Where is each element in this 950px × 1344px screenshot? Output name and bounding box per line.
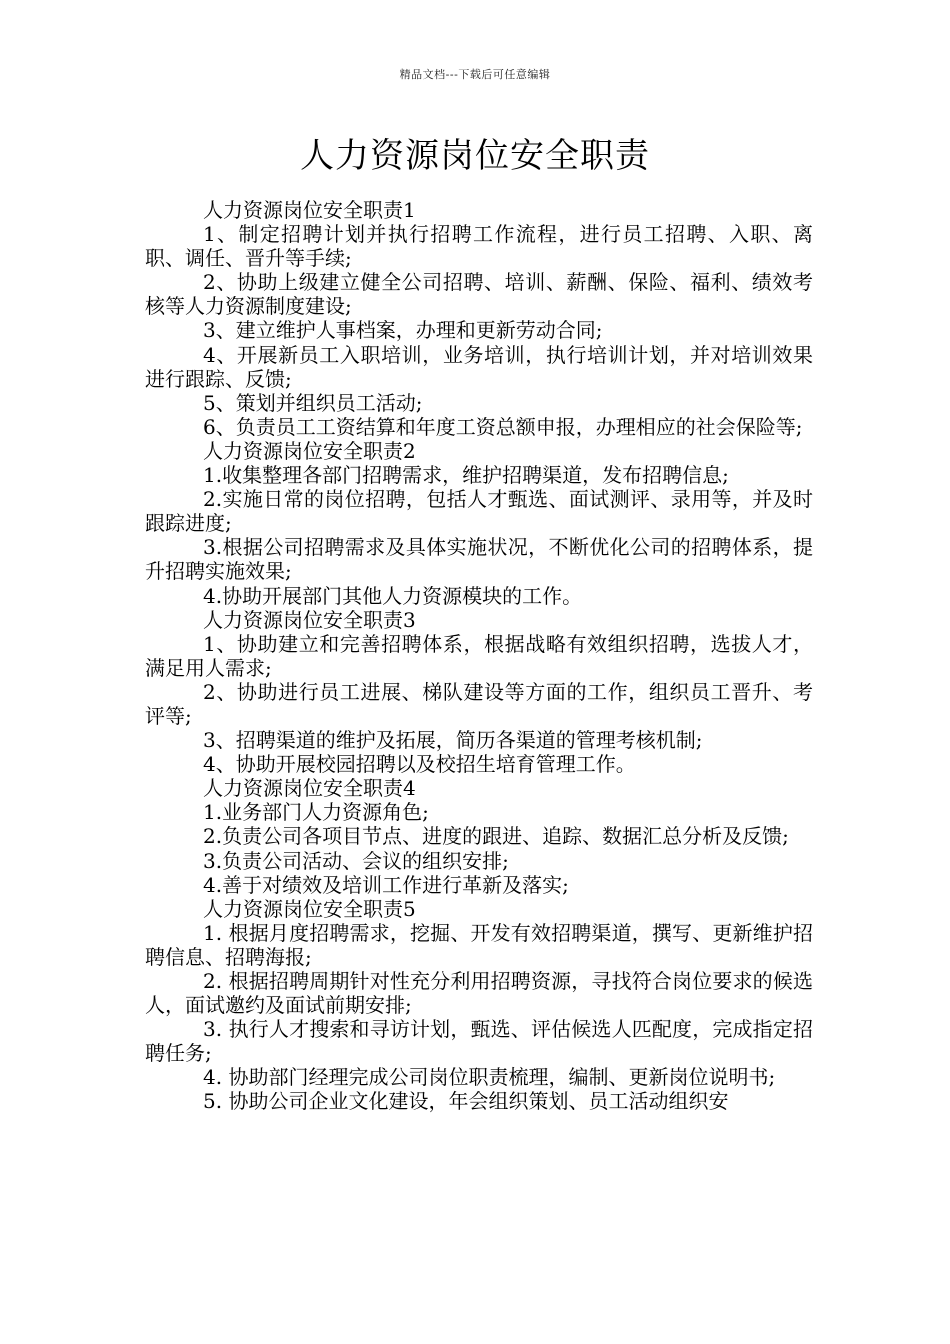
section-heading-3: 人力资源岗位安全职责3 [203, 607, 416, 632]
duty-item: 2、协助上级建立健全公司招聘、培训、薪酬、保险、福利、绩效考核等人力资源制度建设; [145, 270, 813, 319]
duty-item: 3、招聘渠道的维护及拓展，简历各渠道的管理考核机制; [203, 728, 703, 753]
section-heading-4: 人力资源岗位安全职责4 [203, 776, 416, 801]
duty-item: 5. 协助公司企业文化建设，年会组织策划、员工活动组织安 [203, 1089, 729, 1114]
document-body [145, 198, 813, 1114]
duty-item: 1.业务部门人力资源角色; [203, 800, 429, 825]
duty-item: 3.负责公司活动、会议的组织安排; [203, 848, 509, 873]
section-heading-5: 人力资源岗位安全职责5 [203, 896, 416, 921]
duty-item: 5、策划并组织员工活动; [203, 390, 423, 415]
duty-item: 2. 根据招聘周期针对性充分利用招聘资源，寻找符合岗位要求的候选人，面试邀约及面试前期安排; [145, 969, 813, 1018]
duty-item: 2、协助进行员工进展、梯队建设等方面的工作，组织员工晋升、考评等; [145, 679, 813, 728]
section-heading-2: 人力资源岗位安全职责2 [203, 438, 416, 463]
duty-item: 4、协助开展校园招聘以及校招生培育管理工作。 [203, 752, 636, 777]
duty-item: 1.收集整理各部门招聘需求，维护招聘渠道，发布招聘信息; [203, 463, 729, 488]
duty-item: 6、负责员工工资结算和年度工资总额申报，办理相应的社会保险等; [203, 414, 803, 439]
duty-item: 4.善于对绩效及培训工作进行革新及落实; [203, 872, 569, 897]
section-heading-1: 人力资源岗位安全职责1 [203, 198, 416, 222]
page-header-note: 精品文档---下载后可任意编辑 [399, 68, 551, 81]
duty-item: 2.实施日常的岗位招聘，包括人才甄选、面试测评、录用等，并及时跟踪进度; [145, 487, 813, 536]
duty-item: 3.根据公司招聘需求及具体实施状况，不断优化公司的招聘体系，提升招聘实施效果; [145, 535, 813, 584]
duty-item: 1. 根据月度招聘需求，挖掘、开发有效招聘渠道，撰写、更新维护招聘信息、招聘海报; [145, 920, 813, 969]
duty-item: 4、开展新员工入职培训，业务培训，执行培训计划，并对培训效果进行跟踪、反馈; [145, 342, 813, 391]
duty-item: 1、制定招聘计划并执行招聘工作流程，进行员工招聘、入职、离职、调任、晋升等手续; [145, 222, 813, 271]
duty-item: 1、协助建立和完善招聘体系，根据战略有效组织招聘，选拔人才，满足用人需求; [145, 631, 813, 680]
duty-item: 4. 协助部门经理完成公司岗位职责梳理，编制、更新岗位说明书; [203, 1065, 776, 1090]
duty-item: 3、建立维护人事档案，办理和更新劳动合同; [203, 318, 603, 343]
duty-item: 4.协助开展部门其他人力资源模块的工作。 [203, 583, 583, 608]
document-title: 人力资源岗位安全职责 [300, 136, 650, 176]
duty-item: 2.负责公司各项目节点、进度的跟进、追踪、数据汇总分析及反馈; [203, 824, 789, 849]
duty-item: 3. 执行人才搜索和寻访计划，甄选、评估候选人匹配度，完成指定招聘任务; [145, 1017, 813, 1066]
